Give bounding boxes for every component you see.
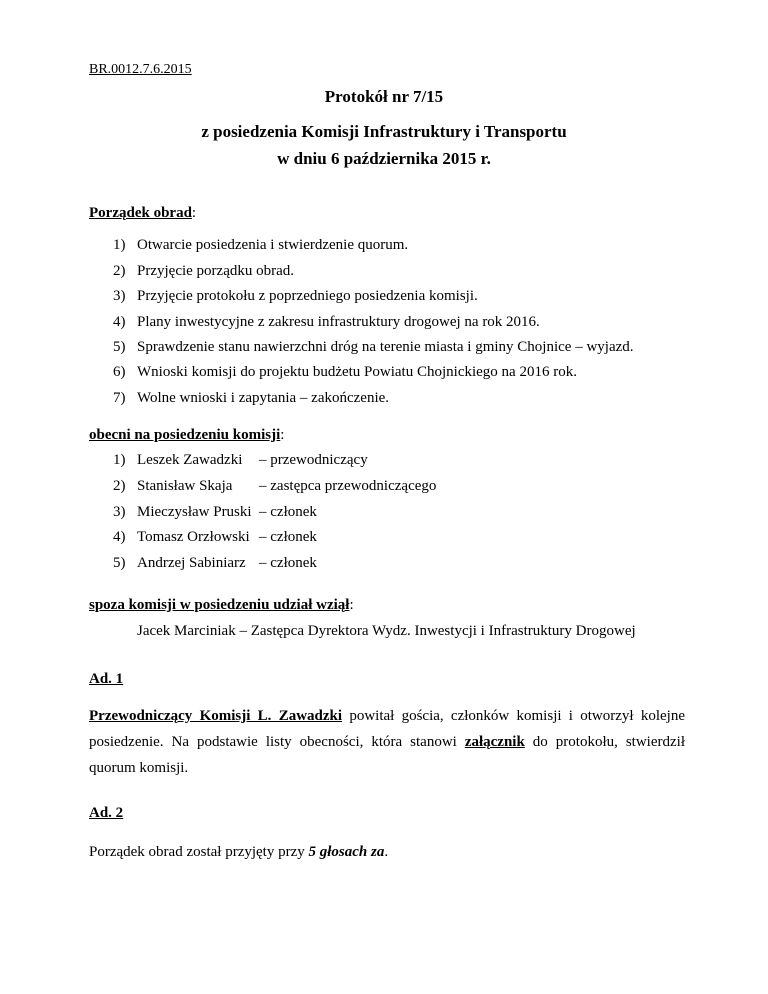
- attendee-role: – członek: [259, 555, 317, 571]
- agenda-heading-colon: :: [191, 205, 197, 221]
- document-subtitle-line2: w dniu 6 października 2015 r.: [277, 149, 491, 168]
- agenda-item-text: Wnioski komisji do projektu budżetu Powiatu Chojnickiego na 2016 rok.: [137, 364, 577, 380]
- ad1-paragraph: [89, 703, 685, 781]
- agenda-item: [113, 288, 478, 305]
- agenda-item-num: 6): [113, 364, 126, 380]
- ad2-paragraph: [89, 844, 388, 861]
- agenda-item: [113, 339, 634, 356]
- attendee-role: – zastępca przewodniczącego: [259, 478, 437, 494]
- ad2-votes: 5 głosach za: [308, 844, 385, 860]
- agenda-item-text: Sprawdzenie stanu nawierzchni dróg na terenie miasta i gminy Chojnice – wyjazd.: [137, 339, 634, 355]
- attendee-num: 5): [113, 555, 126, 571]
- ad1-text2: do protokołu, stwierdził quorum komisji.: [89, 734, 685, 776]
- document-title: Protokół nr 7/15: [324, 87, 444, 106]
- agenda-item-text: Przyjęcie porządku obrad.: [137, 263, 295, 279]
- attendee-num: 4): [113, 529, 126, 545]
- document-reference: BR.0012.7.6.2015: [89, 62, 192, 77]
- ad2-text: Porządek obrad został przyjęty przy: [89, 844, 309, 860]
- attendee-row: [113, 504, 317, 521]
- attendees-heading-text: obecni na posiedzeniu komisji: [89, 427, 281, 443]
- agenda-item-text: Plany inwestycyjne z zakresu infrastruktury drogowej na rok 2016.: [137, 314, 540, 330]
- ad2-heading: Ad. 2: [89, 805, 124, 821]
- attendee-role: – przewodniczący: [259, 452, 368, 468]
- ad2-end: .: [384, 844, 389, 860]
- agenda-item-num: 1): [113, 237, 126, 253]
- guests-heading-colon: :: [349, 597, 354, 613]
- attendee-row: [113, 478, 436, 495]
- attendees-heading-colon: :: [280, 427, 285, 443]
- agenda-item: [113, 237, 408, 254]
- attendee-name: Mieczysław Pruski: [137, 504, 252, 520]
- attendee-name: Tomasz Orzłowski: [137, 529, 250, 545]
- agenda-item-num: 3): [113, 288, 126, 304]
- attendee-row: [113, 529, 317, 546]
- guests-heading-text: spoza komisji w posiedzeniu udział wziął: [89, 597, 350, 613]
- ad1-lead: Przewodniczący Komisji L. Zawadzki: [89, 708, 343, 724]
- attendee-num: 1): [113, 452, 126, 468]
- attendee-row: [113, 555, 317, 572]
- ad1-heading: Ad. 1: [89, 671, 124, 687]
- agenda-item-text: Przyjęcie protokołu z poprzedniego posiedzenia komisji.: [137, 288, 478, 304]
- ad1-attachment: załącznik: [464, 734, 525, 750]
- agenda-heading-text: Porządek obrad: [89, 205, 192, 221]
- attendee-name: Andrzej Sabiniarz: [137, 555, 246, 571]
- agenda-item: [113, 314, 540, 331]
- agenda-item: [113, 390, 389, 407]
- attendee-name: Stanisław Skaja: [137, 478, 233, 494]
- agenda-heading: [89, 205, 196, 222]
- agenda-item-num: 5): [113, 339, 126, 355]
- attendee-row: [113, 452, 368, 469]
- agenda-item-num: 2): [113, 263, 126, 279]
- attendee-num: 2): [113, 478, 126, 494]
- guests-heading: [89, 597, 354, 614]
- ad1-text1: powitał gościa, członków komisji i otworzył kolejne posiedzenie. Na podstawie listy obecności, która stanowi: [89, 708, 685, 750]
- agenda-item: [113, 364, 577, 381]
- agenda-item-text: Wolne wnioski i zapytania – zakończenie.: [137, 390, 390, 406]
- attendees-heading: [89, 427, 284, 444]
- attendee-num: 3): [113, 504, 126, 520]
- guest-entry: Jacek Marciniak – Zastępca Dyrektora Wydz. Inwestycji i Infrastruktury Drogowej: [137, 623, 636, 639]
- agenda-item-text: Otwarcie posiedzenia i stwierdzenie quorum.: [137, 237, 409, 253]
- document-subtitle-line1: z posiedzenia Komisji Infrastruktury i Transportu: [201, 122, 567, 141]
- attendee-role: – członek: [259, 529, 317, 545]
- agenda-item-num: 7): [113, 390, 126, 406]
- agenda-item: [113, 263, 294, 280]
- attendee-role: – członek: [259, 504, 317, 520]
- agenda-item-num: 4): [113, 314, 126, 330]
- attendee-name: Leszek Zawadzki: [137, 452, 243, 468]
